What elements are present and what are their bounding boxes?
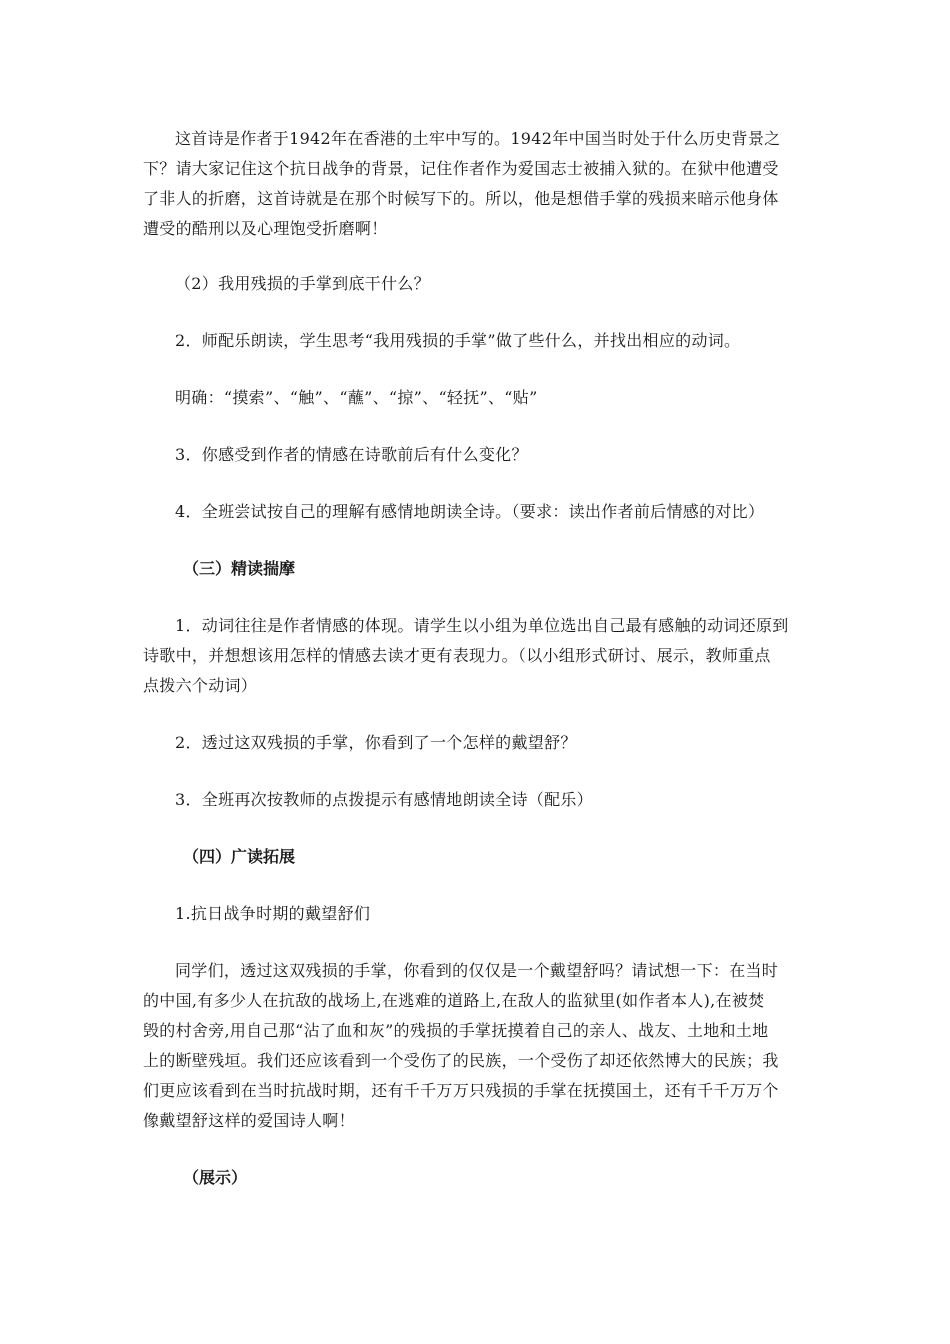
item-2: 2．师配乐朗读，学生思考“我用残损的手掌”做了些什么，并找出相应的动词。 — [175, 331, 741, 350]
text-line: 像戴望舒这样的爱国诗人啊！ — [143, 1111, 355, 1130]
answer-verbs: 明确：“摸索”、“触”、“蘸”、“掠”、“轻抚”、“贴” — [175, 388, 538, 407]
text-line: 1．动词往往是作者情感的体现。请学生以小组为单位选出自己最有感触的动词还原到 — [175, 616, 789, 635]
text-line: 们更应该看到在当时抗战时期，还有千千万万只残损的手掌在抚摸国土，还有千千万万个 — [143, 1081, 779, 1100]
item-4: 4．全班尝试按自己的理解有感情地朗读全诗。（要求：读出作者前后情感的对比） — [175, 502, 765, 521]
text-line: 遭受的酷刑以及心理饱受折磨啊！ — [143, 219, 388, 238]
display-label: （展示） — [183, 1168, 248, 1187]
section3-item-1 — [143, 611, 810, 701]
question-2: （2）我用残损的手掌到底干什么？ — [175, 274, 430, 293]
text-line: 下？请大家记住这个抗日战争的背景，记住作者作为爱国志士被捕入狱的。在狱中他遭受 — [143, 159, 779, 178]
section3-item-2: 2．透过这双残损的手掌，你看到了一个怎样的戴望舒？ — [175, 733, 577, 752]
text-line: 同学们，透过这双残损的手掌，你看到的仅仅是一个戴望舒吗？请试想一下：在当时 — [175, 961, 779, 980]
text-line: 的中国,有多少人在抗敌的战场上,在逃难的道路上,在敌人的监狱里(如作者本人),在被焚 — [143, 991, 765, 1010]
section4-subheading-1: 1.抗日战争时期的戴望舒们 — [175, 904, 371, 923]
section-heading-4: （四）广读拓展 — [183, 847, 296, 866]
item-3: 3．你感受到作者的情感在诗歌前后有什么变化？ — [175, 445, 528, 464]
text-line: 上的断壁残垣。我们还应该看到一个受伤了的民族，一个受伤了却还依然博大的民族；我 — [143, 1051, 779, 1070]
text-line: 点拨六个动词） — [143, 676, 258, 695]
section-heading-3: （三）精读揣摩 — [183, 559, 296, 578]
paragraph-background — [143, 124, 810, 244]
section3-item-3: 3．全班再次按教师的点拨提示有感情地朗读全诗（配乐） — [175, 790, 593, 809]
text-line: 诗歌中，并想想该用怎样的情感去读才更有表现力。（以小组形式研讨、展示，教师重点 — [143, 646, 771, 665]
document-body — [143, 124, 810, 1193]
section4-paragraph — [143, 956, 810, 1136]
text-line: 毁的村舍旁,用自己那“沾了血和灰”的残损的手掌抚摸着自己的亲人、战友、土地和土地 — [143, 1021, 769, 1040]
text-line: 了非人的折磨，这首诗就是在那个时候写下的。所以，他是想借手掌的残损来暗示他身体 — [143, 189, 779, 208]
text-line: 这首诗是作者于1942年在香港的土牢中写的。1942年中国当时处于什么历史背景之 — [175, 129, 781, 148]
